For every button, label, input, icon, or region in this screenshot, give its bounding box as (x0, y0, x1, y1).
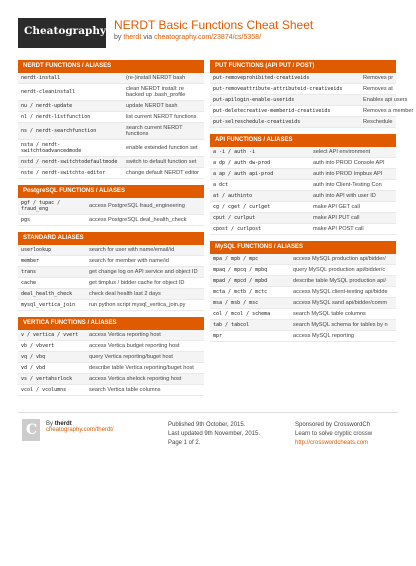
command-description: access Vertica shelock reporting host (89, 376, 182, 382)
command-description: enable extended function set (126, 145, 198, 151)
footer-author (46, 421, 114, 433)
page-header (0, 0, 400, 60)
command-row (18, 245, 204, 256)
command-description: clean NERDT install: re backed up .bash_profile (126, 86, 186, 98)
command-name: pgf / tupac / fraud_eng (21, 200, 61, 212)
section-vertica (18, 317, 204, 396)
command-name: col / mcol / schema (213, 311, 271, 317)
command-name: nerdt-install (21, 75, 61, 81)
command-row (18, 385, 204, 396)
command-row (210, 169, 396, 180)
byline (114, 34, 261, 41)
command-description: select API environment (313, 149, 371, 155)
updated-date: Last updated 9th November, 2015. (168, 431, 261, 437)
command-description: describe table Vertica reporting/buget host (89, 365, 194, 371)
command-description: search current NERDT functions (126, 125, 183, 137)
command-row (18, 374, 204, 385)
command-description: search for member with name/id (89, 258, 169, 264)
command-row (210, 202, 396, 213)
page-title: NERDT Basic Functions Cheat Sheet (114, 18, 314, 32)
command-description: Removes a member (363, 108, 414, 114)
footer-dates (168, 421, 260, 448)
footer-by: By (46, 421, 54, 427)
section-standard (18, 232, 204, 311)
command-name: userlookup (21, 247, 52, 253)
avatar-letter: C (26, 422, 38, 438)
command-row (18, 330, 204, 341)
command-row (210, 191, 396, 202)
command-name: cput / curlput (213, 215, 256, 221)
command-description: access MySQL sand api/bidder/comm (293, 300, 387, 306)
command-row (18, 168, 204, 179)
command-description: access PostgreSQL deal_health_check (89, 217, 187, 223)
command-description: search for user with name/email/id (89, 247, 175, 253)
page-number: Page 1 of 2. (168, 440, 201, 446)
byline-via: via (143, 34, 153, 41)
command-row (210, 84, 396, 95)
command-description: access Vertica reporting host (89, 332, 161, 338)
command-name: mcta / mctb / mctc (213, 289, 268, 295)
command-description: check deal health last 2 days (89, 291, 161, 297)
section-postgresql (18, 185, 204, 226)
command-row (210, 147, 396, 158)
command-row (210, 73, 396, 84)
command-row (210, 309, 396, 320)
command-row (210, 158, 396, 169)
command-name: vs / vertahsrlock (21, 376, 73, 382)
command-description: make API PUT call (313, 215, 360, 221)
command-row (18, 352, 204, 363)
command-description: switch to default function set (126, 159, 197, 165)
author-avatar[interactable] (22, 419, 40, 441)
command-row (210, 276, 396, 287)
command-row (18, 215, 204, 226)
logo-text: Cheatography (24, 25, 107, 37)
command-description: auth into API with user ID (313, 193, 376, 199)
cheatography-logo[interactable] (18, 18, 106, 48)
command-row (18, 101, 204, 112)
command-name: put-apilogin-enable-userids (213, 97, 295, 103)
command-name: put-deletecreative-memberid-creativeids (213, 108, 331, 114)
command-description: make API POST call (313, 226, 364, 232)
command-description: search Vertica table columns (89, 387, 161, 393)
command-name: mpr (213, 333, 223, 339)
command-description: describe table MySQL production api/ (293, 278, 387, 284)
command-name: a -i / auth -i (213, 149, 256, 155)
command-description: Reschedule (363, 119, 393, 125)
command-row (18, 73, 204, 84)
command-name: nl / nerdt-listfunction (21, 114, 91, 120)
command-description: (re-)install NERDT bash (126, 75, 186, 81)
command-row (18, 363, 204, 374)
command-name: put-removeprohibited-creativeids (213, 75, 310, 81)
command-name: pgs (21, 217, 31, 223)
command-name: cg / cget / curlget (213, 204, 271, 210)
command-name: cpost / curlpost (213, 226, 262, 232)
command-description: update NERDT bash (126, 103, 178, 109)
command-row (210, 320, 396, 331)
command-name: a dct (213, 182, 229, 188)
command-name: ns / nerdt-searchfunction (21, 128, 97, 134)
command-row (18, 112, 204, 123)
command-description: Removes at (363, 86, 393, 92)
command-row (18, 278, 204, 289)
command-description: access MySQL client-testing api/bidde (293, 289, 388, 295)
command-name: mpa / mpb / mpc (213, 256, 259, 262)
command-description: list current NERDT functions (126, 114, 197, 120)
command-name: vq / vbq (21, 354, 46, 360)
command-row (210, 117, 396, 128)
command-name: deal_health_check (21, 291, 73, 297)
command-description: get change log on API service and object ID (89, 269, 198, 275)
command-name: a ap / auth api-prod (213, 171, 274, 177)
footer-author-url[interactable]: cheatography.com/therdt/ (46, 427, 114, 433)
command-name: vcol / vcolumns (21, 387, 67, 393)
section-nerdt (18, 60, 204, 179)
command-name: nsta / nerdt-switchtoadvancedmode (21, 142, 82, 154)
command-row (18, 84, 204, 101)
command-description: make API GET call (313, 204, 360, 210)
command-row (210, 298, 396, 309)
sponsor-tagline: Learn to solve cryptic crossw (295, 431, 373, 437)
command-name: put-removeattribute-attributeid-creativeids (213, 86, 343, 92)
command-name: mpaq / mpcq / mpbq (213, 267, 268, 273)
command-name: mpad / mpcd / mpbd (213, 278, 268, 284)
command-name: tab / tabcol (213, 322, 250, 328)
section-heading: MySQL FUNCTIONS / ALIASES (210, 241, 396, 254)
right-column (210, 60, 414, 348)
command-description: query MySQL production api/bidder/c (293, 267, 386, 273)
author-link[interactable]: therdt (123, 34, 142, 41)
command-row (18, 300, 204, 311)
page-footer (18, 412, 398, 462)
section-heading: STANDARD ALIASES (18, 232, 204, 245)
command-description: run python script mysql_vertica_join.py (89, 302, 186, 308)
command-name: at / authinto (213, 193, 253, 199)
command-description: auth into PROD Impbus API (313, 171, 383, 177)
section-api (210, 134, 396, 235)
command-description: query Vertica reporting/buget host (89, 354, 173, 360)
command-row (210, 95, 408, 106)
section-heading: PUT FUNCTIONS (API PUT / POST) (210, 60, 396, 73)
command-row (210, 180, 396, 191)
published-date: Published 9th October, 2015. (168, 422, 246, 428)
sheet-url-link[interactable]: cheatography.com/23874/cs/5358/ (154, 34, 262, 41)
sponsor-name: Sponsored by CrosswordCh (295, 422, 371, 428)
command-name: nstd / nerdt-switchtodefaultmode (21, 159, 118, 165)
command-name: put-selreschedule-creativeids (213, 119, 301, 125)
command-name: msa / msb / msc (213, 300, 259, 306)
command-row (210, 106, 414, 117)
command-description: search MySQL table columns (293, 311, 366, 317)
command-row (210, 224, 396, 235)
section-put (210, 60, 414, 128)
section-heading: API FUNCTIONS / ALIASES (210, 134, 396, 147)
command-name: trans (21, 269, 37, 275)
command-description: access MySQL reporting (293, 333, 355, 339)
command-row (18, 157, 204, 168)
section-heading: NERDT FUNCTIONS / ALIASES (18, 60, 204, 73)
command-name: vb / vbvert (21, 343, 55, 349)
left-column (18, 60, 204, 402)
command-name: nu / nerdt-update (21, 103, 73, 109)
sponsor-url[interactable]: http://crosswordcheats.com (295, 440, 369, 446)
command-name: nerdt-cleaninstall (21, 89, 76, 95)
footer-sponsor (295, 421, 398, 448)
command-description: search MySQL schema for tables by n (293, 322, 388, 328)
command-description: auth into PROD Console API (313, 160, 385, 166)
command-description: Enables api users (363, 97, 408, 103)
section-mysql (210, 241, 396, 342)
command-description: auth into Client-Testing Con (313, 182, 382, 188)
command-row (18, 256, 204, 267)
command-row (18, 341, 204, 352)
command-description: Removes pr (363, 75, 394, 81)
byline-by: by (114, 34, 122, 41)
command-row (18, 123, 204, 140)
command-row (210, 265, 396, 276)
section-heading: VERTICA FUNCTIONS / ALIASES (18, 317, 204, 330)
command-row (18, 140, 204, 157)
command-row (18, 267, 204, 278)
command-name: mysql_vertica_join (21, 302, 76, 308)
command-description: access Vertica budget reporting host (89, 343, 180, 349)
command-description: access MySQL production api/bidder/ (293, 256, 386, 262)
command-name: a dp / auth dw-prod (213, 160, 271, 166)
command-name: cache (21, 280, 37, 286)
command-description: access PostgreSQL fraud_engineering (89, 203, 185, 209)
command-row (18, 289, 204, 300)
command-row (210, 287, 396, 298)
section-heading: PostgreSQL FUNCTIONS / ALIASES (18, 185, 204, 198)
footer-author-name[interactable]: therdt (54, 421, 72, 427)
command-name: v / vertica / vvert (21, 332, 79, 338)
command-description: get timplus / bidder cache for object ID (89, 280, 185, 286)
command-row (18, 198, 204, 215)
command-row (210, 213, 396, 224)
command-row (210, 331, 396, 342)
command-name: member (21, 258, 40, 264)
command-description: change default NERDT editor (126, 170, 199, 176)
command-name: vd / vbd (21, 365, 46, 371)
command-name: nste / nerdt-switchto-editor (21, 170, 106, 176)
command-row (210, 254, 396, 265)
